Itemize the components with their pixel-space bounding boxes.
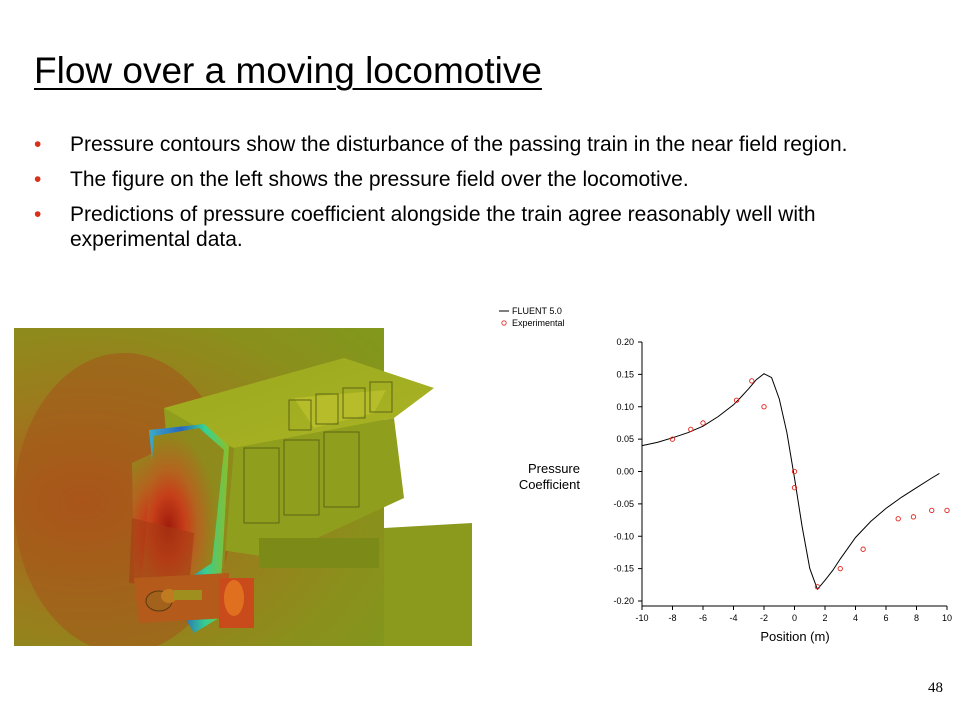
bullet-list <box>34 132 924 262</box>
bullet-marker: • <box>34 203 42 226</box>
bullet-item <box>34 167 924 192</box>
y-tick-label: -0.05 <box>613 498 634 509</box>
y-tick-label: 0.20 <box>616 337 634 347</box>
experimental-point <box>911 515 915 519</box>
bullet-marker: • <box>34 168 42 191</box>
experimental-point <box>762 405 766 409</box>
x-tick-label: -4 <box>729 613 738 623</box>
bullet-text: The figure on the left shows the pressure field over the locomotive. <box>70 168 689 191</box>
page-number: 48 <box>928 680 943 696</box>
x-tick-label: -6 <box>698 613 708 623</box>
y-tick-label: -0.15 <box>613 563 634 574</box>
x-tick-label: 10 <box>941 613 953 623</box>
bullet-text: Predictions of pressure coefficient alongside the train agree reasonably well with experimental data. <box>70 203 816 251</box>
bullet-text: Pressure contours show the disturbance of the passing train in the near field region. <box>70 133 848 156</box>
pressure-coefficient-chart <box>495 300 960 655</box>
x-tick-label: 4 <box>852 613 859 623</box>
experimental-point <box>750 379 754 383</box>
x-tick-label: 6 <box>883 613 889 623</box>
locomotive-pressure-contour-image <box>14 328 472 646</box>
fluent-series-line <box>642 374 939 590</box>
experimental-point <box>896 517 900 521</box>
x-tick-label: -10 <box>635 613 649 623</box>
y-tick-label: 0.15 <box>616 369 634 380</box>
experimental-point <box>930 508 934 512</box>
x-tick-label: -2 <box>759 613 769 623</box>
chart-legend <box>499 306 565 328</box>
x-tick-label: -8 <box>668 613 677 623</box>
experimental-point <box>838 566 842 570</box>
bullet-item <box>34 132 924 157</box>
y-tick-label: 0.00 <box>616 466 634 477</box>
x-tick-label: 8 <box>913 613 920 623</box>
x-tick-label: 2 <box>822 613 828 623</box>
y-tick-label: -0.10 <box>613 531 634 542</box>
y-axis-label-line2: Coefficient <box>518 477 580 492</box>
legend-label-fluent: FLUENT 5.0 <box>512 306 562 316</box>
legend-marker-swatch <box>502 321 506 325</box>
x-tick-label: 0 <box>791 613 798 623</box>
experimental-point <box>861 547 865 551</box>
experimental-point <box>701 421 705 425</box>
bullet-marker: • <box>34 133 42 156</box>
legend-label-experimental: Experimental <box>512 318 565 328</box>
y-tick-label: 0.05 <box>616 434 634 445</box>
y-tick-label: -0.20 <box>613 596 634 606</box>
x-axis-label: Position (m) <box>760 629 830 644</box>
slide-title: Flow over a moving locomotive <box>34 50 542 91</box>
experimental-point <box>945 508 949 512</box>
y-tick-label: 0.10 <box>616 401 634 412</box>
y-axis-label-line1: Pressure <box>527 461 580 476</box>
bullet-item <box>34 202 924 252</box>
